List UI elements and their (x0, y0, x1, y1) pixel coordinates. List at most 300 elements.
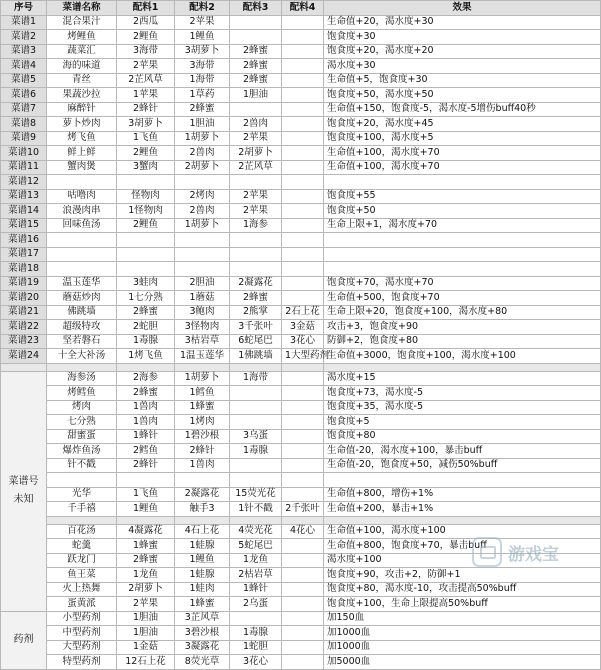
ingredient-1: 1金菇 (117, 640, 175, 655)
effect: 饱食度+5 (324, 415, 601, 430)
table-row (1, 247, 601, 262)
ingredient-3 (230, 102, 282, 117)
ingredient-3 (230, 175, 282, 190)
ingredient-1: 1怪物肉 (117, 204, 175, 219)
table-row (1, 146, 601, 161)
ingredient-4 (282, 582, 324, 597)
effect: 加5000血 (324, 655, 601, 670)
effect (324, 233, 601, 248)
ingredient-4 (282, 655, 324, 670)
ingredient-3 (230, 247, 282, 262)
separator-cell (282, 516, 324, 524)
ingredient-4 (282, 276, 324, 291)
effect: 饱食度+90，攻击+2，防御+1 (324, 568, 601, 583)
ingredient-2: 2凝露花 (175, 487, 230, 502)
ingredient-1: 1蜂针 (117, 429, 175, 444)
ingredient-4 (282, 473, 324, 488)
ingredient-2: 1胡萝卜 (175, 131, 230, 146)
effect: 防御+2，饱食度+80 (324, 334, 601, 349)
ingredient-4 (282, 30, 324, 45)
ingredient-3: 1佛跳墙 (230, 349, 282, 364)
recipe-seq: 菜谱22 (1, 320, 47, 335)
ingredient-2: 1蛙肉 (175, 582, 230, 597)
recipe-name: 烤鲤鱼 (47, 30, 117, 45)
effect: 加150血 (324, 611, 601, 626)
recipe-name: 混合果汁 (47, 15, 117, 30)
recipe-name: 中型药剂 (47, 626, 117, 641)
ingredient-2: 1蘑菇 (175, 291, 230, 306)
effect: 生命值+800，增伤+1% (324, 487, 601, 502)
ingredient-2: 3芷风草 (175, 611, 230, 626)
ingredient-3 (230, 473, 282, 488)
recipe-name: 蔬菜汇 (47, 44, 117, 59)
recipe-name (47, 473, 117, 488)
ingredient-1 (117, 473, 175, 488)
separator-row (1, 516, 601, 524)
ingredient-3: 1蛇胆 (230, 640, 282, 655)
recipe-name: 佛跳墙 (47, 305, 117, 320)
recipe-seq: 菜谱16 (1, 233, 47, 248)
ingredient-2: 2胡萝卜 (175, 160, 230, 175)
ingredient-2: 1碧沙根 (175, 429, 230, 444)
ingredient-3: 6蛇尾巴 (230, 334, 282, 349)
effect: 生命值+3000，饱食度+100，渴水度+100 (324, 349, 601, 364)
recipe-name: 海参汤 (47, 371, 117, 386)
ingredient-4 (282, 117, 324, 132)
ingredient-3: 2蜂蜜 (230, 291, 282, 306)
table-row (1, 160, 601, 175)
separator-cell (47, 363, 117, 371)
ingredient-1: 1蜂蜜 (117, 539, 175, 554)
ingredient-4 (282, 247, 324, 262)
effect: 饱食度+100，生命上限提高50%buff (324, 597, 601, 612)
ingredient-2: 1胡萝卜 (175, 371, 230, 386)
effect: 饱食度+55 (324, 189, 601, 204)
ingredient-1: 1兽肉 (117, 415, 175, 430)
ingredient-2: 1蜂蜜 (175, 400, 230, 415)
ingredient-3: 1胆油 (230, 88, 282, 103)
tv-logo-icon (472, 537, 502, 567)
recipe-name: 浪漫肉串 (47, 204, 117, 219)
recipe-name: 跃龙门 (47, 553, 117, 568)
header-ingredient-1: 配料1 (117, 1, 175, 16)
ingredient-1: 1胆油 (117, 611, 175, 626)
table-row (1, 117, 601, 132)
effect: 攻击+3，饱食度+90 (324, 320, 601, 335)
ingredient-2: 1温玉莲华 (175, 349, 230, 364)
table-row (1, 655, 601, 670)
table-row (1, 415, 601, 430)
header-name: 菜谱名称 (47, 1, 117, 16)
recipe-name: 咕噜肉 (47, 189, 117, 204)
ingredient-4 (282, 15, 324, 30)
ingredient-3: 2兽肉 (230, 117, 282, 132)
ingredient-1: 2蜂针 (117, 458, 175, 473)
table-row (1, 189, 601, 204)
table-row (1, 131, 601, 146)
ingredient-2: 触手3 (175, 502, 230, 517)
recipe-seq: 菜谱21 (1, 305, 47, 320)
ingredient-4 (282, 291, 324, 306)
recipe-seq: 菜谱3 (1, 44, 47, 59)
ingredient-3: 2蜂蜜 (230, 44, 282, 59)
ingredient-1: 3胡萝卜 (117, 117, 175, 132)
ingredient-3: 2枯岩草 (230, 568, 282, 583)
table-row (1, 291, 601, 306)
ingredient-4 (282, 59, 324, 74)
ingredient-1 (117, 247, 175, 262)
table-row (1, 262, 601, 277)
ingredient-4 (282, 429, 324, 444)
recipe-seq: 菜谱12 (1, 175, 47, 190)
separator-cell (324, 516, 601, 524)
recipe-name (47, 247, 117, 262)
ingredient-2: 1胡萝卜 (175, 218, 230, 233)
recipe-seq: 菜谱14 (1, 204, 47, 219)
ingredient-2: 3枯岩草 (175, 334, 230, 349)
header-effect: 效果 (324, 1, 601, 16)
recipe-name: 爆炸鱼汤 (47, 444, 117, 459)
ingredient-1: 1兽肉 (117, 400, 175, 415)
ingredient-1: 2鲤鱼 (117, 146, 175, 161)
separator-cell (230, 516, 282, 524)
ingredient-4: 2千张叶 (282, 502, 324, 517)
ingredient-4 (282, 568, 324, 583)
ingredient-1: 2鳕鱼 (117, 444, 175, 459)
recipe-name: 蛇羹 (47, 539, 117, 554)
ingredient-2: 3鲍肉 (175, 305, 230, 320)
ingredient-2: 1鲤鱼 (175, 553, 230, 568)
ingredient-1: 2蜂蜜 (117, 386, 175, 401)
recipe-seq: 菜谱20 (1, 291, 47, 306)
ingredient-4: 3花心 (282, 334, 324, 349)
recipe-name: 十全大补汤 (47, 349, 117, 364)
ingredient-4 (282, 131, 324, 146)
recipe-name: 萝卜炒肉 (47, 117, 117, 132)
ingredient-1: 2苹果 (117, 59, 175, 74)
table-row (1, 175, 601, 190)
ingredient-4 (282, 487, 324, 502)
recipe-seq: 菜谱1 (1, 15, 47, 30)
effect (324, 262, 601, 277)
ingredient-2: 2兽肉 (175, 204, 230, 219)
recipe-seq: 菜谱24 (1, 349, 47, 364)
ingredient-2: 1鳕鱼 (175, 386, 230, 401)
ingredient-1: 1飞鱼 (117, 487, 175, 502)
recipe-name: 烤飞鱼 (47, 131, 117, 146)
recipe-seq: 菜谱9 (1, 131, 47, 146)
ingredient-2: 3胡萝卜 (175, 44, 230, 59)
table-row (1, 458, 601, 473)
table-row (1, 386, 601, 401)
ingredient-1: 2蜂蜜 (117, 553, 175, 568)
effect: 饱食度+20，渴水度+45 (324, 117, 601, 132)
ingredient-2: 1蜂蜜 (175, 597, 230, 612)
recipe-name: 大型药剂 (47, 640, 117, 655)
effect: 饱食度+73，渴水度-5 (324, 386, 601, 401)
ingredient-1: 12石上花 (117, 655, 175, 670)
recipe-name: 果蔬沙拉 (47, 88, 117, 103)
ingredient-2: 1烤肉 (175, 415, 230, 430)
table-row (1, 59, 601, 74)
effect: 饱食度+50，渴水度+50 (324, 88, 601, 103)
effect: 饱食度+20，渴水度+20 (324, 44, 601, 59)
ingredient-3: 3花心 (230, 655, 282, 670)
table-row (1, 626, 601, 641)
effect: 生命上限+20，饱食度+100，渴水度+80 (324, 305, 601, 320)
recipe-name: 坚若磐石 (47, 334, 117, 349)
effect: 生命值+500，饱食度+70 (324, 291, 601, 306)
recipe-name: 千手禧 (47, 502, 117, 517)
effect: 渴水度+15 (324, 371, 601, 386)
ingredient-2: 1海带 (175, 73, 230, 88)
table-row (1, 400, 601, 415)
table-row (1, 305, 601, 320)
table-row (1, 444, 601, 459)
ingredient-3: 1毒腺 (230, 444, 282, 459)
recipe-seq: 菜谱8 (1, 117, 47, 132)
ingredient-3: 2乌蛋 (230, 597, 282, 612)
ingredient-4 (282, 146, 324, 161)
table-row (1, 218, 601, 233)
separator-cell (324, 363, 601, 371)
ingredient-1: 2苹果 (117, 597, 175, 612)
table-row (1, 233, 601, 248)
recipe-seq: 菜谱7 (1, 102, 47, 117)
effect: 生命值+100，渴水度+100 (324, 524, 601, 539)
recipe-name: 百花汤 (47, 524, 117, 539)
ingredient-4: 3金菇 (282, 320, 324, 335)
effect: 生命值+800，饱食度+70，暴击buff (324, 539, 601, 554)
ingredient-3: 2胡萝卜 (230, 146, 282, 161)
recipe-name: 鲜上鲜 (47, 146, 117, 161)
ingredient-2 (175, 175, 230, 190)
ingredient-2 (175, 262, 230, 277)
ingredient-1: 3海带 (117, 44, 175, 59)
table-row (1, 102, 601, 117)
ingredient-2: 2胆油 (175, 276, 230, 291)
ingredient-2: 2兽肉 (175, 146, 230, 161)
recipe-name: 蘑菇炒肉 (47, 291, 117, 306)
ingredient-1: 1烤飞鱼 (117, 349, 175, 364)
group-label-unknown: 菜谱号未知 (1, 371, 47, 611)
ingredient-2: 1蛙腺 (175, 568, 230, 583)
recipe-seq: 菜谱6 (1, 88, 47, 103)
ingredient-3 (230, 415, 282, 430)
ingredient-2 (175, 233, 230, 248)
recipe-name: 针不戳 (47, 458, 117, 473)
table-row (1, 73, 601, 88)
effect: 加1000血 (324, 640, 601, 655)
ingredient-3: 3乌蛋 (230, 429, 282, 444)
ingredient-2: 1鲤鱼 (175, 30, 230, 45)
watermark-text: 游戏宝 (508, 544, 559, 565)
separator-cell (117, 363, 175, 371)
ingredient-3: 5蛇尾巴 (230, 539, 282, 554)
ingredient-3: 1龙鱼 (230, 553, 282, 568)
ingredient-3: 2蜂蜜 (230, 73, 282, 88)
ingredient-4 (282, 102, 324, 117)
ingredient-3: 1海带 (230, 371, 282, 386)
separator-cell (47, 516, 117, 524)
ingredient-1 (117, 233, 175, 248)
recipe-seq: 菜谱11 (1, 160, 47, 175)
ingredient-1: 2蜂蜜 (117, 305, 175, 320)
ingredient-2: 1兽肉 (175, 458, 230, 473)
ingredient-1: 2蛇胆 (117, 320, 175, 335)
effect: 生命值+150，饱食度-5，渴水度-5增伤buff40秒 (324, 102, 601, 117)
ingredient-4 (282, 626, 324, 641)
effect: 渴水度+30 (324, 59, 601, 74)
ingredient-4 (282, 73, 324, 88)
table-row (1, 487, 601, 502)
separator-row (1, 363, 601, 371)
recipe-name (47, 262, 117, 277)
effect: 饱食度+70，渴水度+70 (324, 276, 601, 291)
recipe-name: 光华 (47, 487, 117, 502)
table-row (1, 640, 601, 655)
effect: 饱食度+100，渴水度+5 (324, 131, 601, 146)
ingredient-2: 2蜂针 (175, 444, 230, 459)
ingredient-3: 15荧光花 (230, 487, 282, 502)
recipe-name: 蟹肉煲 (47, 160, 117, 175)
ingredient-4 (282, 458, 324, 473)
table-row (1, 276, 601, 291)
ingredient-1: 2海参 (117, 371, 175, 386)
recipe-seq: 菜谱13 (1, 189, 47, 204)
ingredient-3 (230, 233, 282, 248)
effect: 饱食度+80，渴水度-10，攻击提高50%buff (324, 582, 601, 597)
ingredient-1: 2鲤鱼 (117, 218, 175, 233)
ingredient-1: 1苹果 (117, 88, 175, 103)
recipe-seq: 菜谱19 (1, 276, 47, 291)
ingredient-2 (175, 473, 230, 488)
ingredient-2: 2苹果 (175, 15, 230, 30)
separator-cell (1, 363, 47, 371)
ingredient-4 (282, 262, 324, 277)
ingredient-3: 3千张叶 (230, 320, 282, 335)
recipe-name (47, 233, 117, 248)
table-row (1, 320, 601, 335)
separator-cell (175, 516, 230, 524)
ingredient-1: 怪物肉 (117, 189, 175, 204)
table-row (1, 334, 601, 349)
effect: 加1000血 (324, 626, 601, 641)
ingredient-1: 1飞鱼 (117, 131, 175, 146)
ingredient-1: 2蜂针 (117, 102, 175, 117)
recipe-name: 蛋黄派 (47, 597, 117, 612)
ingredient-4 (282, 204, 324, 219)
ingredient-4 (282, 189, 324, 204)
recipe-name: 海的味道 (47, 59, 117, 74)
effect: 生命值+20，渴水度+30 (324, 15, 601, 30)
table-row (1, 473, 601, 488)
separator-cell (230, 363, 282, 371)
recipe-seq: 菜谱23 (1, 334, 47, 349)
ingredient-3: 1针不戳 (230, 502, 282, 517)
table-row (1, 582, 601, 597)
header-ingredient-4: 配料4 (282, 1, 324, 16)
ingredient-2: 8荧光草 (175, 655, 230, 670)
table-row (1, 30, 601, 45)
ingredient-1: 1七分熟 (117, 291, 175, 306)
ingredient-2: 2蜂蜜 (175, 102, 230, 117)
ingredient-3: 2凝露花 (230, 276, 282, 291)
ingredient-1: 3蛙肉 (117, 276, 175, 291)
ingredient-4 (282, 371, 324, 386)
effect: 生命值+100，渴水度+70 (324, 160, 601, 175)
header-ingredient-3: 配料3 (230, 1, 282, 16)
recipe-name: 七分熟 (47, 415, 117, 430)
effect: 生命值-20，渴水度+100，暴击buff (324, 444, 601, 459)
ingredient-1: 2胡萝卜 (117, 582, 175, 597)
ingredient-3: 2熊掌 (230, 305, 282, 320)
ingredient-3 (230, 262, 282, 277)
ingredient-4 (282, 597, 324, 612)
effect: 生命上限+1，渴水度+70 (324, 218, 601, 233)
ingredient-1: 2西瓜 (117, 15, 175, 30)
ingredient-2: 3凝露花 (175, 640, 230, 655)
ingredient-1 (117, 175, 175, 190)
ingredient-2: 3海带 (175, 59, 230, 74)
recipe-name: 鱼王菜 (47, 568, 117, 583)
ingredient-3: 1海参 (230, 218, 282, 233)
recipe-seq: 菜谱5 (1, 73, 47, 88)
ingredient-4 (282, 218, 324, 233)
ingredient-1 (117, 262, 175, 277)
effect (324, 247, 601, 262)
recipe-name: 特型药剂 (47, 655, 117, 670)
ingredient-4 (282, 553, 324, 568)
ingredient-1: 1毒腺 (117, 334, 175, 349)
ingredient-3: 2苹果 (230, 131, 282, 146)
ingredient-3: 2蜂蜜 (230, 59, 282, 74)
ingredient-3 (230, 15, 282, 30)
recipe-name: 烤鳕鱼 (47, 386, 117, 401)
table-row (1, 502, 601, 517)
ingredient-1: 2芷风草 (117, 73, 175, 88)
effect: 生命值-20，饱食度+50，减伤50%buff (324, 458, 601, 473)
table-row (1, 611, 601, 626)
ingredient-1: 1龙鱼 (117, 568, 175, 583)
recipe-seq: 菜谱15 (1, 218, 47, 233)
separator-cell (282, 363, 324, 371)
ingredient-4 (282, 44, 324, 59)
recipe-name: 甜蜜蛋 (47, 429, 117, 444)
recipe-seq: 菜谱10 (1, 146, 47, 161)
ingredient-2: 3碧沙根 (175, 626, 230, 641)
ingredient-4 (282, 160, 324, 175)
ingredient-3 (230, 30, 282, 45)
recipe-seq: 菜谱18 (1, 262, 47, 277)
recipe-seq: 菜谱2 (1, 30, 47, 45)
recipe-name: 青丝 (47, 73, 117, 88)
table-row (1, 15, 601, 30)
ingredient-2: 2烤肉 (175, 189, 230, 204)
ingredient-4 (282, 415, 324, 430)
effect: 饱食度+50 (324, 204, 601, 219)
ingredient-1: 2鲤鱼 (117, 30, 175, 45)
watermark (472, 532, 594, 572)
ingredient-3: 4荧光花 (230, 524, 282, 539)
ingredient-2: 1胆油 (175, 117, 230, 132)
effect: 饱食度+30 (324, 30, 601, 45)
recipe-name: 超级特攻 (47, 320, 117, 335)
ingredient-4 (282, 640, 324, 655)
ingredient-3 (230, 386, 282, 401)
table-row (1, 429, 601, 444)
effect: 渴水度+100 (324, 553, 601, 568)
